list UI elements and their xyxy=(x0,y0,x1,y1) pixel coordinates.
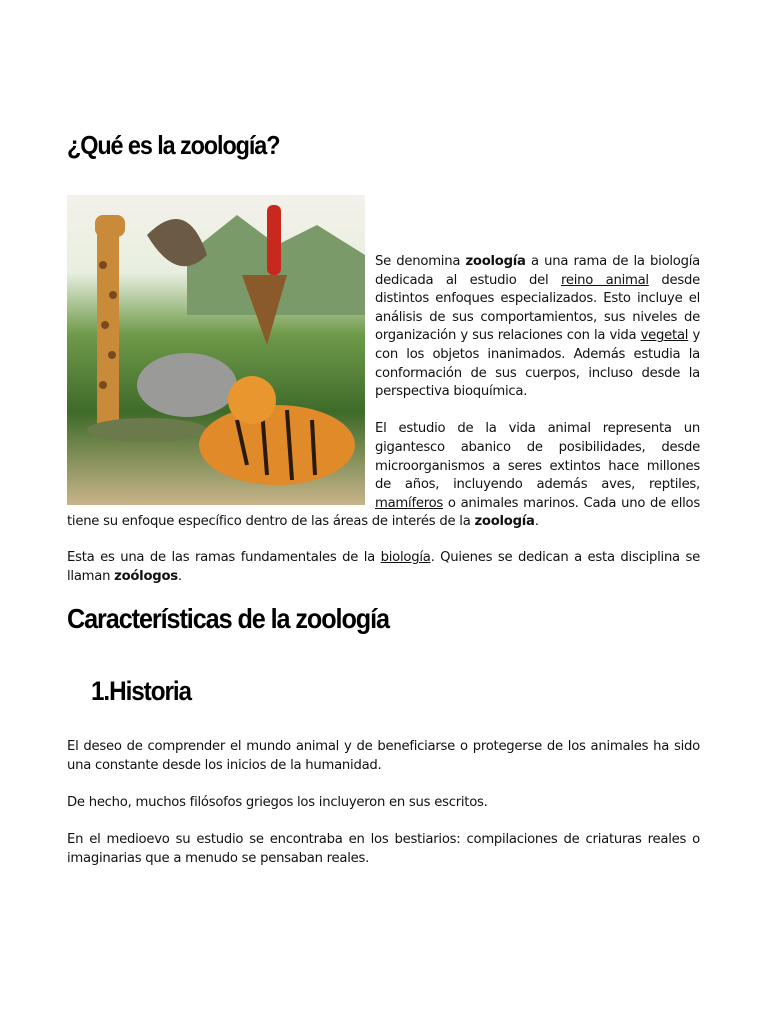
text: . xyxy=(534,514,539,530)
heading-history: 1.Historia xyxy=(91,676,191,706)
bold-term: zoología xyxy=(465,254,526,269)
text: . xyxy=(177,568,182,584)
text: Se denomina xyxy=(375,254,466,269)
link-mamiferos[interactable]: mamíferos xyxy=(375,495,444,511)
text: a una rama de la biología dedicada al estudio del xyxy=(375,254,700,288)
text: El estudio de la vida animal representa un gigantesco abanico de posibilidades, desde microorganismos a seres extintos hace millones de años, incluyendo además aves, reptiles, xyxy=(375,421,700,493)
text: Esta es una de las ramas fundamentales de la xyxy=(67,550,381,565)
intro-section xyxy=(67,253,700,551)
link-reino-animal[interactable]: reino animal xyxy=(561,272,649,288)
text: o animales marinos. Cada uno de ellos tiene su enfoque específico dentro de las áreas de interés de la xyxy=(67,495,700,530)
history-paragraph: El deseo de comprender el mundo animal y de beneficiarse o protegerse de los animales ha sido una constante desde los inicios de la humanidad. xyxy=(67,739,700,773)
bold-term: zoólogos xyxy=(114,568,178,584)
heading-what-is-zoology: ¿Qué es la zoología? xyxy=(67,130,280,160)
text: . Quienes se dedican a esta disciplina se llaman xyxy=(67,550,700,584)
history-paragraph: De hecho, muchos filósofos griegos los incluyeron en sus escritos. xyxy=(67,794,488,810)
link-vegetal[interactable]: vegetal xyxy=(640,328,689,344)
text: desde distintos enfoques especializados. Esto incluye el análisis de sus comportamientos, sus niveles de organización y sus relaciones con la vida xyxy=(375,272,700,344)
biology-paragraph xyxy=(67,549,700,586)
text: y con los objetos inanimados. Además estudia la conformación de sus cuerpos, incluso desde la perspectiva bioquímica. xyxy=(375,328,701,400)
heading-characteristics: Características de la zoología xyxy=(67,603,389,634)
history-section xyxy=(67,738,700,887)
link-biologia[interactable]: biología xyxy=(380,550,431,565)
bold-term: zoología xyxy=(474,514,535,530)
history-paragraph: En el medioevo su estudio se encontraba en los bestiarios: compilaciones de criaturas reales o imaginarias que a menudo se pensaban reales. xyxy=(67,831,700,866)
